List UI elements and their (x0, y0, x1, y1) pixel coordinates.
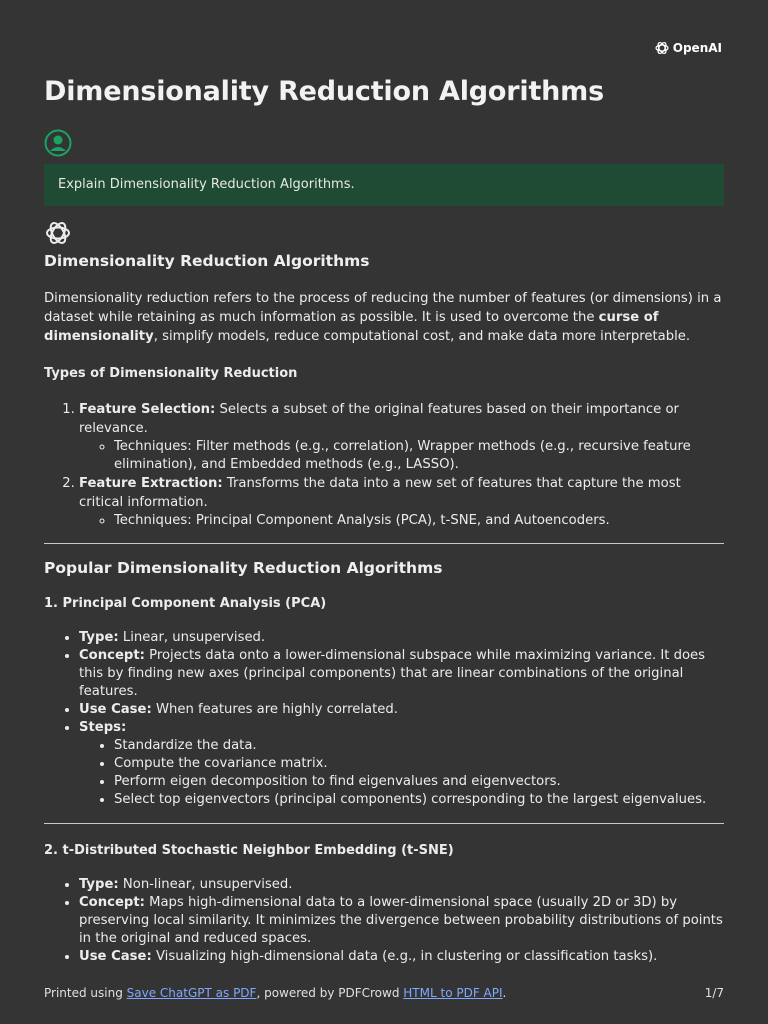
list-item: ◦ Techniques: Principal Component Analysis (PCA), t-SNE, and Autoencoders. (114, 512, 724, 530)
pca-heading: 1. Principal Component Analysis (PCA) (44, 596, 327, 611)
list-item (79, 894, 724, 948)
type-label: Feature Selection: (79, 402, 216, 417)
intro-text-2: , simplify models, reduce computational cost, and make data more interpretable. (153, 329, 691, 344)
sub-list (79, 512, 724, 530)
list-item (79, 719, 724, 809)
list-item (79, 701, 724, 719)
page-number: 1/7 (704, 986, 724, 1000)
field-label: Type: (79, 877, 119, 892)
field-label: Steps: (79, 720, 127, 735)
types-heading: Types of Dimensionality Reduction (44, 366, 298, 381)
user-avatar-icon (44, 129, 72, 157)
field-text: Visualizing high-dimensional data (e.g., in clustering or classification tasks). (151, 949, 658, 964)
response-content (44, 252, 724, 966)
list-item (79, 474, 724, 530)
types-list (44, 400, 724, 530)
user-prompt (44, 164, 724, 206)
field-label: Use Case: (79, 949, 152, 964)
intro-bold: curse of dimensionality (44, 310, 659, 344)
field-label: Concept: (79, 895, 145, 910)
list-item: ◦ Techniques: Filter methods (e.g., correlation), Wrapper methods (e.g., recursive feature elimination), and Embedded methods (e.g., LASSO). (114, 438, 724, 474)
field-text: Projects data onto a lower-dimensional subspace while maximizing variance. It does this by finding new axes (principal components) that are linear combinations of the original features. (79, 648, 706, 699)
user-prompt-text: Explain Dimensionality Reduction Algorithms. (58, 177, 355, 192)
html-to-pdf-link[interactable]: HTML to PDF API (403, 986, 503, 1000)
tsne-list (44, 876, 724, 966)
pca-list (44, 629, 724, 809)
sub-list (79, 438, 724, 474)
field-label: Concept: (79, 648, 145, 663)
page-footer (44, 986, 724, 1000)
steps-list (79, 737, 724, 809)
field-text: When features are highly correlated. (151, 702, 398, 717)
list-item (79, 629, 724, 647)
list-item (79, 948, 724, 966)
intro-text-1: Dimensionality reduction refers to the process of reducing the number of features (or dimensions) in a dataset while retaining as much information as possible. It is used to overcome the (44, 291, 722, 325)
footer-credit (44, 986, 506, 1000)
tsne-heading: 2. t-Distributed Stochastic Neighbor Embedding (t-SNE) (44, 843, 454, 858)
popular-heading: Popular Dimensionality Reduction Algorithms (44, 559, 443, 577)
footer-prefix: Printed using (44, 986, 127, 1000)
field-text: Maps high-dimensional data to a lower-dimensional space (usually 2D or 3D) by preserving local similarity. It minimizes the divergence between probability distributions of points in the original and reduced spaces. (79, 895, 723, 946)
intro-paragraph (44, 289, 724, 346)
page-title: Dimensionality Reduction Algorithms (44, 76, 604, 107)
field-label: Use Case: (79, 702, 152, 717)
response-heading: Dimensionality Reduction Algorithms (44, 252, 370, 270)
footer-middle: , powered by PDFCrowd (256, 986, 404, 1000)
brand-name: OpenAI (672, 41, 722, 55)
type-text: Transforms the data into a new set of features that capture the most critical information. (79, 476, 681, 510)
step-item: • Standardize the data. (114, 737, 724, 755)
openai-brand (654, 40, 722, 56)
openai-logo-icon (654, 40, 670, 56)
field-label: Type: (79, 630, 119, 645)
field-text: Non-linear, unsupervised. (118, 877, 293, 892)
divider (44, 823, 724, 824)
field-text: Linear, unsupervised. (118, 630, 266, 645)
save-chatgpt-link[interactable]: Save ChatGPT as PDF (126, 986, 257, 1000)
step-item: • Compute the covariance matrix. (114, 755, 724, 773)
divider (44, 543, 724, 544)
chatgpt-logo-icon (44, 219, 72, 247)
type-label: Feature Extraction: (79, 476, 223, 491)
list-item (79, 876, 724, 894)
type-text: Selects a subset of the original features based on their importance or relevance. (79, 402, 679, 436)
list-item (79, 647, 724, 701)
footer-suffix: . (502, 986, 507, 1000)
step-item: • Select top eigenvectors (principal components) corresponding to the largest eigenvalues. (114, 791, 724, 809)
step-item: • Perform eigen decomposition to find eigenvalues and eigenvectors. (114, 773, 724, 791)
list-item (79, 400, 724, 474)
